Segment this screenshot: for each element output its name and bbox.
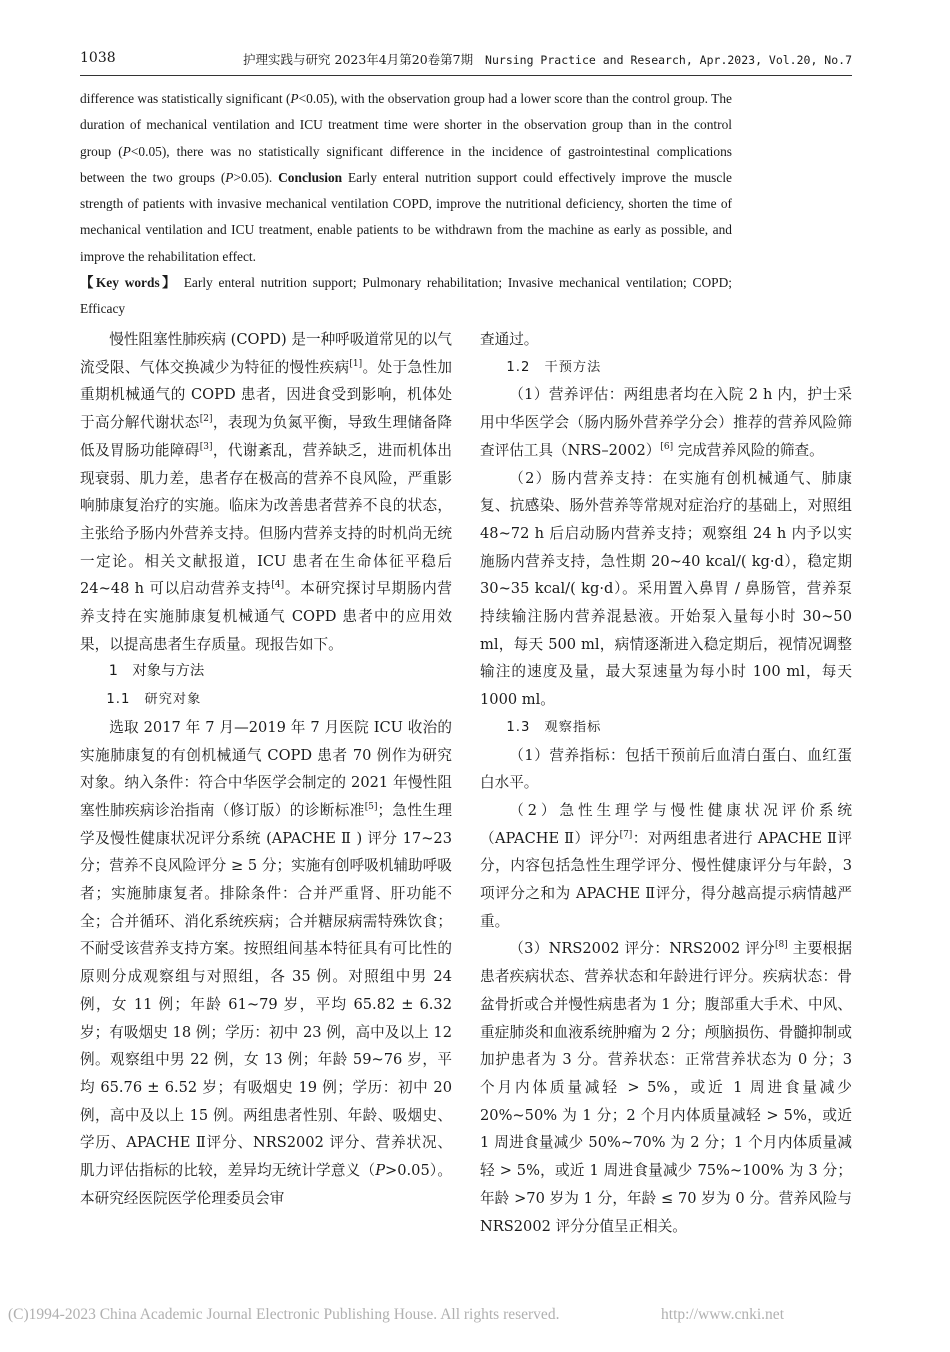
observation-item-2 [480,797,852,936]
p-symbol: P [122,143,131,159]
item-text: ：对两组患者进行 APACHE Ⅱ评分，内容包括急性生理学评分、慢性健康评分与年龄，3 项评分之和为 APACHE Ⅱ评分，得分越高提示病情越严重。 [480,829,852,930]
subjects-text: 选取 2017 年 7 月—2019 年 7 月医院 ICU 收治的实施肺康复的有创机械通气 COPD 患者 70 例作为研究对象。纳入条件：符合中华医学会制定的 2021 年慢性阻塞性肺疾病诊治指南（修订版）的诊断标准 [80,718,452,819]
journal-en: Nursing Practice and Research, Apr.2023, Vol.20, No.7 [485,53,852,67]
right-column [480,326,852,1240]
item-text: 主要根据患者疾病状态、营养状态和年龄进行评分。疾病状态：骨盆骨折或合并慢性病患者为 1 分；腹部重大手术、中风、重症肺炎和血液系统肿瘤为 2 分；颅脑损伤、骨髓抑制或加护患者为 3 分。营养状态：正常营养状态为 0 分；3 个月内体质量减轻 > 5%，或近 1 周进食量减少 20%~50% 为 1 分；2 个月内体质量减轻 > 5%，或近 1 周进食量减少 50%~70% 为 2 分；1 个月内体质量减轻 > 5%，或近 1 周进食量减少 75%~100% 为 3 分；年龄 >70 岁为 1 分，年龄 ≤ 70 岁为 0 分。营养风险与 NRS2002 评分分值呈正相关。 [480,940,852,1235]
citation-ref: [5] [364,802,378,813]
intro-text: ，表现为负氮平衡，导致生理储备降低及胃肠功能障碍 [80,414,452,459]
section-heading-1-2: 1.2 干预方法 [506,359,602,375]
intro-text: 。本研究探讨早期肠内营养支持在实施肺康复机械通气 COPD 患者中的应用效果，以提高患者生存质量。现报告如下。 [80,580,452,653]
results-text-3: <0.05), there was no statistically significant difference in the incidence of gastrointestinal complications between the two groups ( [80,143,732,185]
cnki-url: http://www.cnki.net [661,1306,784,1323]
intro-text: 。处于急性加重期机械通气的 COPD 患者，因进食受到影响，机体处于高分解代谢状态 [80,358,452,432]
copyright-notice: (C)1994-2023 China Academic Journal Electronic Publishing House. All rights reserved. [8,1306,560,1323]
observation-item-1: （1）营养指标：包括干预前后血清白蛋白、血红蛋白水平。 [480,746,852,792]
results-text-1: difference was statistically significant ( [80,91,291,106]
section-heading-1-3: 1.3 观察指标 [506,719,602,735]
item-text: （1）营养评估：两组患者均在入院 2 h 内，护士采用中华医学会（肠内肠外营养学分会）推荐的营养风险筛查评估工具（NRS–2002） [480,386,852,459]
page-number: 1038 [80,50,116,66]
p-symbol: P [225,169,234,185]
english-abstract [80,86,732,323]
subjects-text: >0.05）。本研究经医院医学伦理委员会审 [80,1162,452,1207]
item-text: 完成营养风险的筛查。 [673,441,824,459]
intervention-item-1 [480,381,852,464]
citation-ref: [3] [199,441,213,452]
continued-text: 查通过。 [480,331,539,348]
intro-paragraph [80,326,452,658]
keywords-text: Early enteral nutrition support; Pulmonary rehabilitation; Invasive mechanical ventilation; COPD; Efficacy [80,275,732,317]
keywords-label: 【Key words】 [80,275,178,291]
conclusion-label: Conclusion [278,169,343,185]
citation-ref: [8] [774,940,788,951]
intro-text: ，代谢紊乱，营养缺乏，进而机体出现衰弱、肌力差，患者存在极高的营养不良风险，严重影响肺康复治疗的实施。临床为改善患者营养不良的状态，主张给予肠内外营养支持。但肠内营养支持的时机尚无统一定论。相关文献报道，ICU 患者在生命体征平稳后 24~48 h 可以启动营养支持 [80,441,452,598]
running-header [80,50,852,72]
subjects-paragraph [80,714,452,1213]
intro-text: 慢性阻塞性肺疾病 (COPD) 是一种呼吸道常见的以气流受限、气体交换减少为特征的慢性疾病 [80,331,452,376]
results-text-2: <0.05), with the observation group had a lower score than the control group. The duration of mechanical ventilation and ICU treatment time were shorter in the observation group than in the control group ( [80,91,732,159]
header-rule [80,75,852,76]
subjects-text: ；急性生理学及慢性健康状况评分系统 (APACHE Ⅱ ) 评分 17~23 分；营养不良风险评分 ≥ 5 分；实施有创呼吸机辅助呼吸者；实施肺康复者。排除条件：合并严重肾、肝功能不全；合并循环、消化系统疾病；合并糖尿病需特殊饮食；不耐受该营养支持方案。按照组间基本特征具有可比性的原则分成观察组与对照组，各 35 例。对照组中男 24 例，女 11 例；年龄 61~79 岁，平均 65.82 ± 6.32 岁；有吸烟史 18 例；学历：初中 23 例，高中及以上 12 例。观察组中男 22 例，女 13 例；年龄 59~76 岁，平均 65.76 ± 6.52 岁；有吸烟史 19 例；学历：初中 20 例，高中及以上 15 例。两组患者性别、年龄、吸烟史、学历、APACHE Ⅱ评分、NRS2002 评分、营养状况、肌力评估指标的比较，差异均无统计学意义（ [80,801,452,1180]
journal-cn: 护理实践与研究 2023年4月第20卷第7期 [243,52,474,67]
observation-item-3 [480,935,852,1240]
keywords [80,270,732,323]
citation-ref: [6] [660,441,674,452]
item-text: （3）NRS2002 评分：NRS2002 评分 [509,940,775,958]
conclusion-text: Early enteral nutrition support could effectively improve the muscle strength of patients with invasive mechanical ventilation COPD, improve the nutritional deficiency, shorten the time of mechanical ventilation and ICU treatment, enable patients to be withdrawn from the machine as early as possible, and improve the rehabilitation effect. [80,169,732,264]
left-column [80,326,452,1213]
p-symbol: P [290,91,299,106]
citation-ref: [4] [271,580,285,591]
item-text: （2）急性生理学与慢性健康状况评价系统（APACHE Ⅱ）评分 [480,801,852,847]
section-heading-1: 1 对象与方法 [108,663,205,680]
citation-ref: [1] [349,358,363,369]
intervention-item-2: （2）肠内营养支持：在实施有创机械通气、肺康复、抗感染、肠外营养等常规对症治疗的基础上，对照组 48~72 h 后启动肠内营养支持；观察组 24 h 内予以实施肠内营养支持，急性期 20~40 kcal/( kg·d），稳定期 30~35 kcal/( kg·d）。采用置入鼻胃 / 鼻肠管，营养泵持续输注肠内营养混悬液。开始泵入量每小时 30~50 ml，每天 500 ml，病情逐渐进入稳定期后，视情况调整输注的速度及量，最大泵速量为每小时 100 ml，每天 1000 ml。 [480,469,852,709]
results-text-4: >0.05). [233,169,273,185]
p-symbol: P [375,1162,386,1180]
section-heading-1-1: 1.1 研究对象 [106,692,202,708]
citation-ref: [7] [619,829,633,840]
citation-ref: [2] [199,414,213,425]
journal-citation [243,50,852,68]
